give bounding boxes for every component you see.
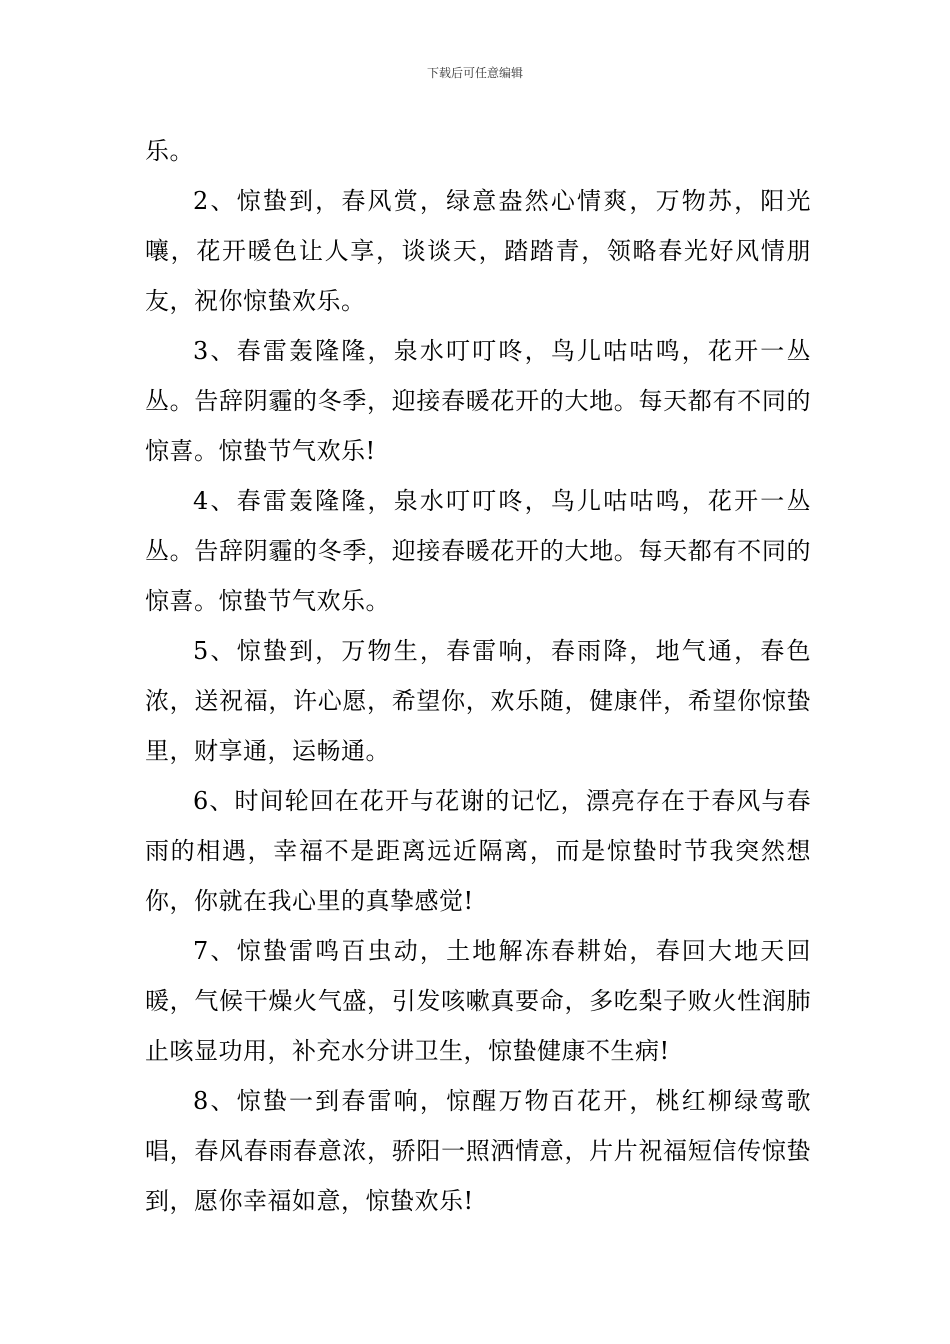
paragraph-item-6: 6、时间轮回在花开与花谢的记忆，漂亮存在于春风与春雨的相遇，幸福不是距离远近隔离，而是惊蛰时节我突然想你，你就在我心里的真挚感觉! (145, 787, 811, 915)
paragraph-item-2: 2、惊蛰到，春风赏，绿意盎然心情爽，万物苏，阳光嚷，花开暖色让人享，谈谈天，踏踏青，领略春光好风情朋友，祝你惊蛰欢乐。 (145, 187, 811, 315)
document-body (145, 126, 811, 1226)
paragraph-item-4: 4、春雷轰隆隆，泉水叮叮咚，鸟儿咕咕鸣，花开一丛丛。告辞阴霾的冬季，迎接春暖花开的大地。每天都有不同的惊喜。惊蛰节气欢乐。 (145, 487, 811, 615)
paragraph-item-5: 5、惊蛰到，万物生，春雷响，春雨降，地气通，春色浓，送祝福，许心愿，希望你，欢乐随，健康伴，希望你惊蛰里，财享通，运畅通。 (145, 637, 811, 765)
paragraph-item-3: 3、春雷轰隆隆，泉水叮叮咚，鸟儿咕咕鸣，花开一丛丛。告辞阴霾的冬季，迎接春暖花开的大地。每天都有不同的惊喜。惊蛰节气欢乐! (145, 337, 811, 465)
paragraph-item-7: 7、惊蛰雷鸣百虫动，土地解冻春耕始，春回大地天回暖，气候干燥火气盛，引发咳嗽真要命，多吃梨子败火性润肺止咳显功用，补充水分讲卫生，惊蛰健康不生病! (145, 937, 811, 1065)
paragraph-item-8: 8、惊蛰一到春雷响，惊醒万物百花开，桃红柳绿莺歌唱，春风春雨春意浓，骄阳一照洒情意，片片祝福短信传惊蛰到，愿你幸福如意，惊蛰欢乐! (145, 1087, 811, 1215)
page-header: 下载后可任意编辑 (426, 66, 523, 80)
paragraph-continuation: 乐。 (145, 137, 194, 165)
